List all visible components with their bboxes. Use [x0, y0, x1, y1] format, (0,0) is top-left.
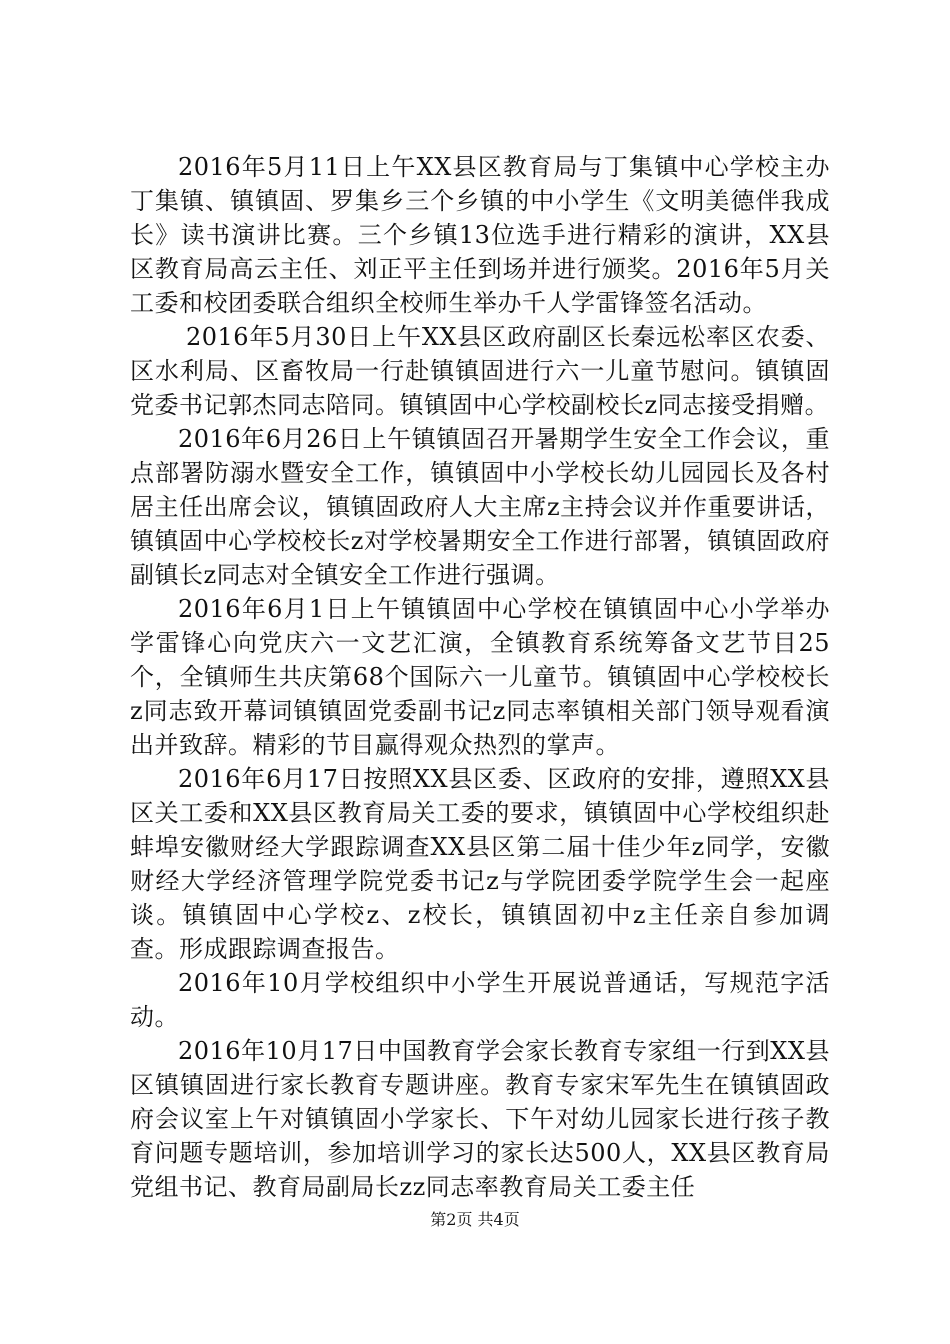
paragraph-safety-meeting: 2016年6月26日上午镇镇固召开暑期学生安全工作会议，重点部署防溺水暨安全工作，镇镇固中小学校长幼儿园园长及各村居主任出席会议，镇镇固政府人大主席z主持会议并作重要讲话，镇镇固中心学校校长z对学校暑期安全工作进行部署，镇镇固政府副镇长z同志对全镇安全工作进行强调。 — [130, 425, 830, 589]
document-body — [130, 150, 830, 1204]
page-number-footer: 第2页 共4页 — [430, 1210, 520, 1229]
paragraph-parent-education: 2016年10月17日中国教育学会家长教育专家组一行到XX县区镇镇固进行家长教育专题讲座。教育专家宋军先生在镇镇固政府会议室上午对镇镇固小学家长、下午对幼儿园家长进行孩子教育问题专题培训，参加培训学习的家长达500人，XX县区教育局党组书记、教育局副局长zz同志率教育局关工委主任 — [130, 1037, 830, 1201]
paragraph-speech-contest: 2016年5月11日上午XX县区教育局与丁集镇中心学校主办丁集镇、镇镇固、罗集乡三个乡镇的中小学生《文明美德伴我成长》读书演讲比赛。三个乡镇13位选手进行精彩的演讲，XX县区教育局高云主任、刘正平主任到场并进行颁奖。2016年5月关工委和校团委联合组织全校师生举办千人学雷锋签名活动。 — [130, 153, 830, 317]
paragraph-mandarin-activity: 2016年10月学校组织中小学生开展说普通话，写规范字活动。 — [130, 969, 830, 1031]
paragraph-follow-up-survey: 2016年6月17日按照XX县区委、区政府的安排，遵照XX县区关工委和XX县区教育局关工委的要求，镇镇固中心学校组织赴蚌埠安徽财经大学跟踪调查XX县区第二届十佳少年z同学，安徽财经大学经济管理学院党委书记z与学院团委学院学生会一起座谈。镇镇固中心学校z、z校长，镇镇固初中z主任亲自参加调查。形成跟踪调查报告。 — [130, 765, 830, 963]
paragraph-art-performance: 2016年6月1日上午镇镇固中心学校在镇镇固中心小学举办学雷锋心向党庆六一文艺汇演，全镇教育系统筹备文艺节目25个，全镇师生共庆第68个国际六一儿童节。镇镇固中心学校校长z同志致开幕词镇镇固党委副书记z同志率镇相关部门领导观看演出并致辞。精彩的节目赢得观众热烈的掌声。 — [130, 595, 830, 759]
paragraph-childrens-day-visit: 2016年5月30日上午XX县区政府副区长秦远松率区农委、区水利局、区畜牧局一行赴镇镇固进行六一儿童节慰问。镇镇固党委书记郭杰同志陪同。镇镇固中心学校副校长z同志接受捐赠。 — [130, 323, 830, 419]
